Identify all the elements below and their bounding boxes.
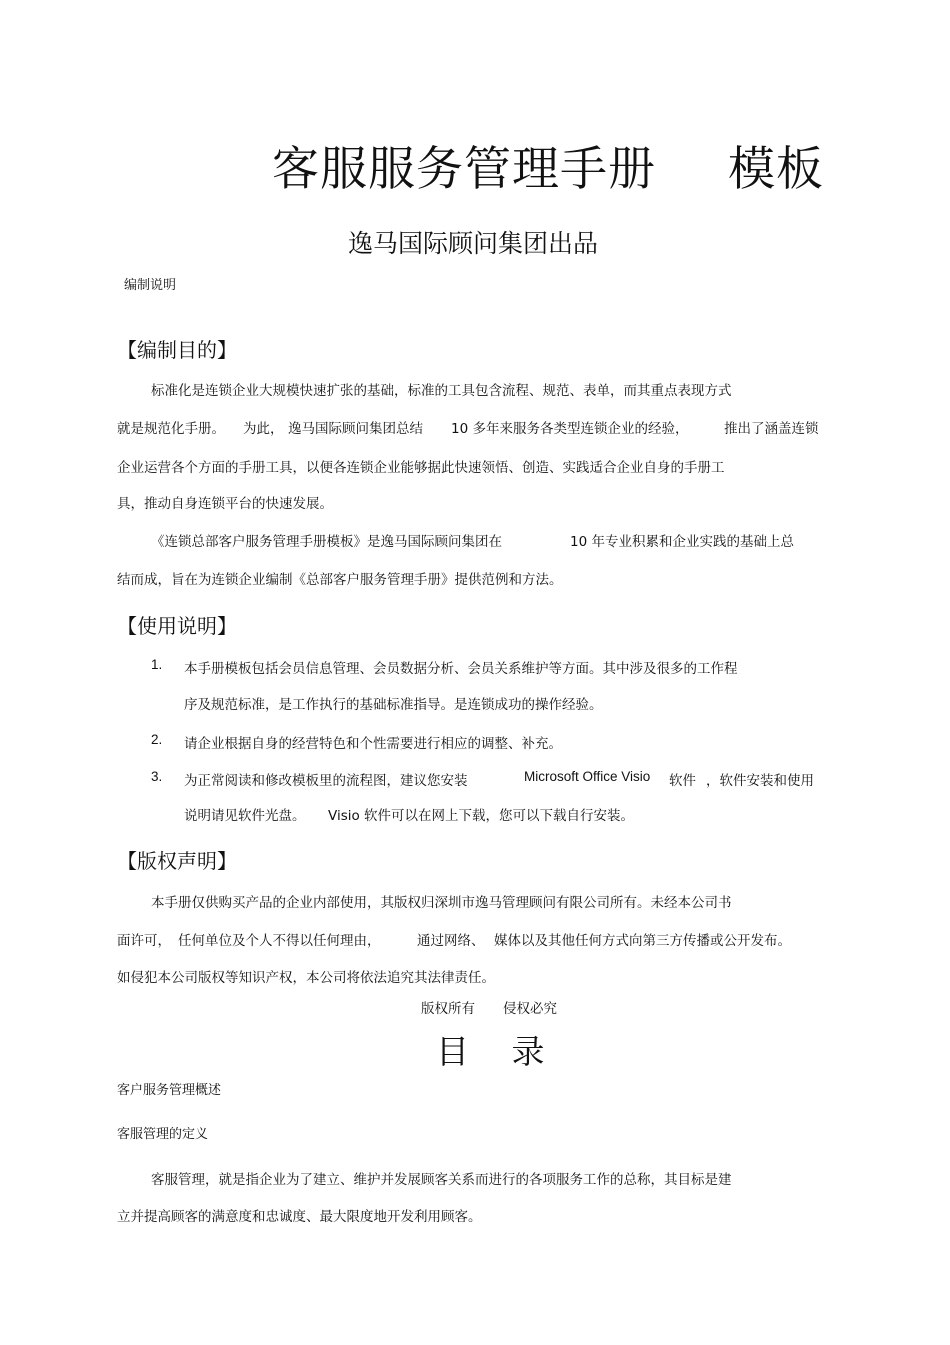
copyright-line: 如侵犯本公司版权等知识产权，本公司将依法追究其法律责任。 [117,970,495,986]
section-heading-usage: 【使用说明】 [117,614,237,638]
copyright-line: 面许可， [117,933,171,949]
list-number: 3. [151,769,163,784]
preface-label: 编制说明 [124,278,177,293]
definition-line: 立并提高顾客的满意度和忠诚度、最大限度地开发利用顾客。 [117,1209,482,1225]
list-item: 为正常阅读和修改模板里的流程图，建议您安装 [184,773,468,789]
list-item: Microsoft Office Visio [524,769,651,784]
purpose-line: 标准化是连锁企业大规模快速扩张的基础，标准的工具包含流程、规范、表单，而其重点表现方式 [151,383,732,399]
purpose-line: 结而成，旨在为连锁企业编制《总部客户服务管理手册》提供范例和方法。 [117,572,563,588]
copyright-line: 本手册仅供购买产品的企业内部使用，其版权归深圳市逸马管理顾问有限公司所有。未经本公司书 [151,895,732,911]
copyright-notice: 版权所有 [421,1001,475,1017]
toc-entry: 客服管理的定义 [117,1127,209,1142]
copyright-line: 媒体以及其他任何方式向第三方传播或公开发布。 [494,933,791,949]
list-item: Visio 软件可以在网上下载，您可以下载自行安装。 [328,808,635,824]
list-item: ，软件安装和使用 [706,773,814,789]
purpose-line: 逸马国际顾问集团总结 [288,421,423,437]
purpose-line: 企业运营各个方面的手册工具，以便各连锁企业能够据此快速领悟、创造、实践适合企业自身的手册工 [117,460,725,476]
document-title-suffix: 模板 [728,142,824,197]
list-number: 2. [151,732,163,747]
list-item: 软件 [669,773,696,789]
purpose-line: 就是规范化手册。 [117,421,225,437]
document-title: 客服服务管理手册 [272,142,656,197]
purpose-line: 10 多年来服务各类型连锁企业的经验， [451,421,689,437]
document-subtitle: 逸马国际顾问集团出品 [348,229,599,258]
purpose-line: 10 年专业积累和企业实践的基础上总 [570,534,794,550]
copyright-line: 任何单位及个人不得以任何理由， [178,933,381,949]
purpose-line: 具，推动自身连锁平台的快速发展。 [117,496,333,512]
section-heading-purpose: 【编制目的】 [117,338,237,362]
definition-line: 客服管理，就是指企业为了建立、维护并发展顾客关系而进行的各项服务工作的总称，其目标是建 [151,1172,732,1188]
toc-title: 目 录 [436,1032,561,1071]
list-item: 本手册模板包括会员信息管理、会员数据分析、会员关系维护等方面。其中涉及很多的工作程 [184,661,738,677]
purpose-line: 《连锁总部客户服务管理手册模板》是逸马国际顾问集团在 [151,534,502,550]
list-item: 请企业根据自身的经营特色和个性需要进行相应的调整、补充。 [184,736,562,752]
section-heading-copyright: 【版权声明】 [117,849,237,873]
list-item: 序及规范标准，是工作执行的基础标准指导。是连锁成功的操作经验。 [184,697,603,713]
copyright-notice: 侵权必究 [503,1001,557,1017]
purpose-line: 为此， [243,421,284,437]
purpose-line: 推出了涵盖连锁 [724,421,819,437]
list-number: 1. [151,657,163,672]
copyright-line: 通过网络、 [417,933,485,949]
list-item: 说明请见软件光盘。 [184,808,306,824]
toc-entry: 客户服务管理概述 [117,1083,222,1098]
